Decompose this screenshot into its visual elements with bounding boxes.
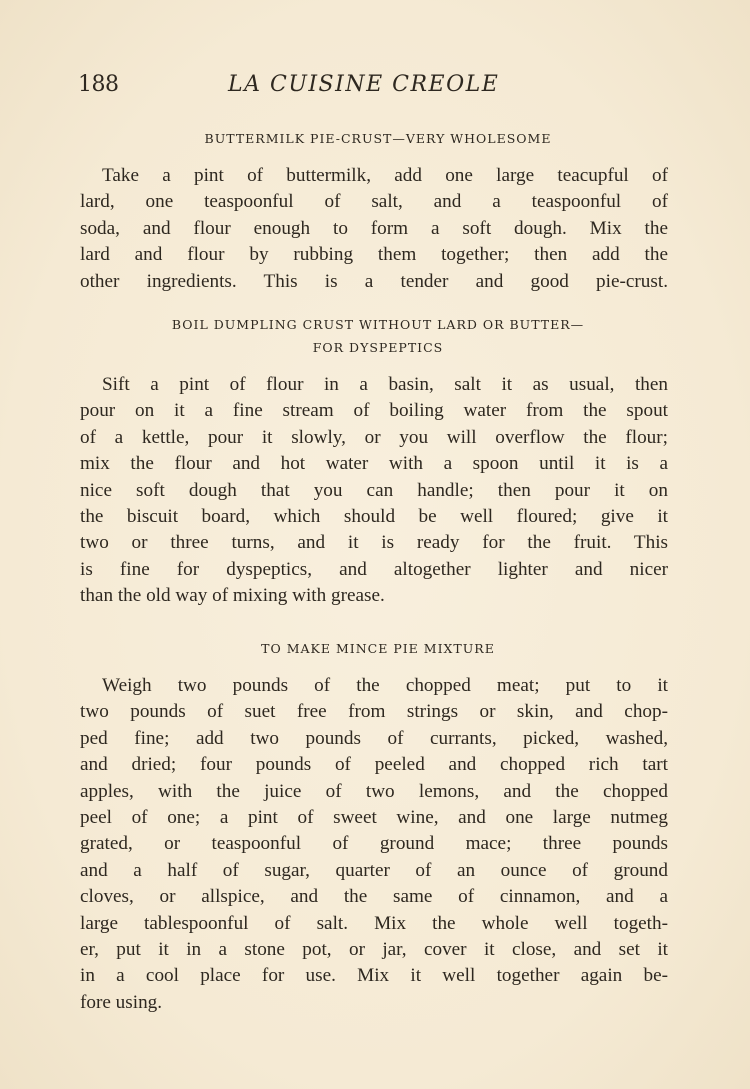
text-line: lard, one teaspoonful of salt, and a teaspoonful of [80, 191, 668, 213]
running-head [78, 72, 678, 102]
text-line: other ingredients. This is a tender and good pie-crust. [80, 270, 668, 292]
page-number: 188 [78, 72, 119, 97]
text-line: of a kettle, pour it slowly, or you will overflow the flour; [80, 426, 668, 448]
recipe-body-mince-pie-mixture [80, 673, 668, 1016]
recipe-body-buttermilk-pie-crust [80, 163, 668, 295]
section-heading-buttermilk-pie-crust [78, 127, 678, 150]
text-line: ped fine; add two pounds of currants, picked, washed, [80, 727, 668, 749]
book-title: LA CUISINE CREOLE [228, 72, 500, 97]
text-line: is fine for dyspeptics, and altogether lighter and nicer [80, 558, 668, 580]
recipe-body-boil-dumpling-crust [80, 372, 668, 610]
heading-line: FOR DYSPEPTICS [312, 340, 444, 355]
text-line: Weigh two pounds of the chopped meat; put to it [102, 675, 668, 696]
text-line: soda, and flour enough to form a soft dough. Mix the [80, 217, 668, 239]
text-line: lard and flour by rubbing them together; then add the [80, 244, 668, 266]
text-line: two pounds of suet free from strings or skin, and chop- [80, 701, 668, 723]
text-line: apples, with the juice of two lemons, and the chopped [80, 780, 668, 802]
text-line: and dried; four pounds of peeled and chopped rich tart [80, 754, 668, 776]
text-line: pour on it a fine stream of boiling water from the spout [80, 400, 668, 422]
text-line: than the old way of mixing with grease. [80, 585, 385, 607]
text-line: Take a pint of buttermilk, add one large teacupful of [102, 165, 668, 186]
heading-line: BOIL DUMPLING CRUST WITHOUT LARD OR BUTTER— [171, 317, 585, 332]
text-line: mix the flour and hot water with a spoon until it is a [80, 453, 668, 475]
text-line: er, put it in a stone pot, or jar, cover it close, and set it [80, 939, 668, 961]
section-heading-mince-pie-mixture [78, 637, 678, 660]
text-line: nice soft dough that you can handle; then pour it on [80, 479, 668, 501]
text-line: large tablespoonful of salt. Mix the whole well togeth- [80, 912, 668, 934]
text-line: in a cool place for use. Mix it well together again be- [80, 965, 668, 987]
text-line: the biscuit board, which should be well floured; give it [80, 506, 668, 528]
heading-line: BUTTERMILK PIE-CRUST—VERY WHOLESOME [204, 131, 552, 146]
text-line: Sift a pint of flour in a basin, salt it as usual, then [102, 374, 668, 395]
text-line: fore using. [80, 991, 163, 1013]
text-line: peel of one; a pint of sweet wine, and one large nutmeg [80, 807, 668, 829]
text-line: cloves, or allspice, and the same of cinnamon, and a [80, 886, 668, 908]
text-line: and a half of sugar, quarter of an ounce of ground [80, 859, 668, 881]
heading-line: TO MAKE MINCE PIE MIXTURE [261, 641, 495, 656]
text-line: two or three turns, and it is ready for the fruit. This [80, 532, 668, 554]
section-heading-boil-dumpling-crust [78, 313, 678, 359]
text-line: grated, or teaspoonful of ground mace; three pounds [80, 833, 668, 855]
